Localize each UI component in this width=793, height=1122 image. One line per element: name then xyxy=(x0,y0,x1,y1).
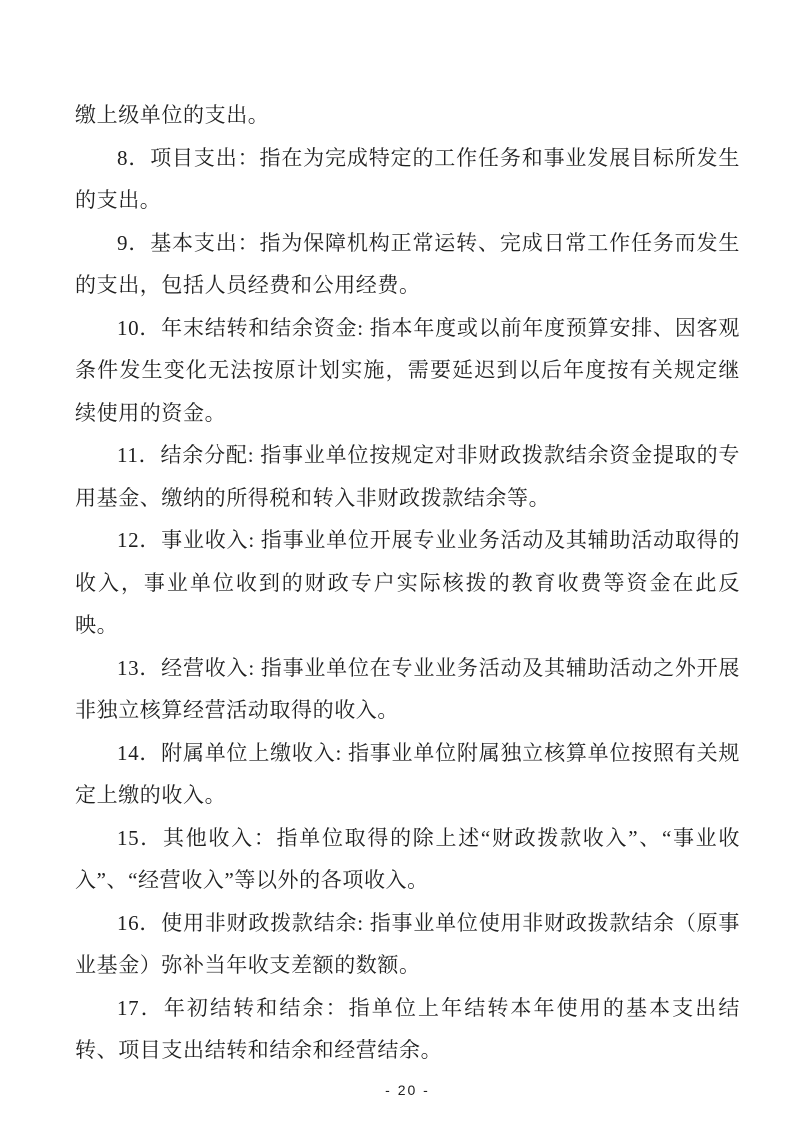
paragraph-item-13: 13．经营收入: 指事业单位在专业业务活动及其辅助活动之外开展非独立核算经营活动取得的收入。 xyxy=(75,655,740,722)
paragraph-item-9: 9．基本支出：指为保障机构正常运转、完成日常工作任务而发生的支出，包括人员经费和公用经费。 xyxy=(75,230,740,297)
paragraph-item-15: 15．其他收入：指单位取得的除上述“财政拨款收入”、“事业收入”、“经营收入”等以外的各项收入。 xyxy=(75,825,740,892)
paragraph-item-11: 11．结余分配: 指事业单位按规定对非财政拨款结余资金提取的专用基金、缴纳的所得税和转入非财政拨款结余等。 xyxy=(75,443,740,510)
paragraph-item-17: 17．年初结转和结余：指单位上年结转本年使用的基本支出结转、项目支出结转和结余和经营结余。 xyxy=(75,995,740,1062)
paragraph-item-16: 16．使用非财政拨款结余: 指事业单位使用非财政拨款结余（原事业基金）弥补当年收支差额的数额。 xyxy=(75,910,740,977)
paragraph-item-8: 8．项目支出：指在为完成特定的工作任务和事业发展目标所发生的支出。 xyxy=(75,145,740,212)
paragraph-item-14: 14．附属单位上缴收入: 指事业单位附属独立核算单位按照有关规定上缴的收入。 xyxy=(75,740,740,807)
paragraph-continuation: 缴上级单位的支出。 xyxy=(75,103,270,127)
page-number: - 20 - xyxy=(385,1081,430,1098)
paragraph-item-12: 12．事业收入: 指事业单位开展专业业务活动及其辅助活动取得的收入，事业单位收到的财政专户实际核拨的教育收费等资金在此反映。 xyxy=(75,528,740,637)
paragraph-item-10: 10．年末结转和结余资金: 指本年度或以前年度预算安排、因客观条件发生变化无法按原计划实施，需要延迟到以后年度按有关规定继续使用的资金。 xyxy=(75,315,740,425)
